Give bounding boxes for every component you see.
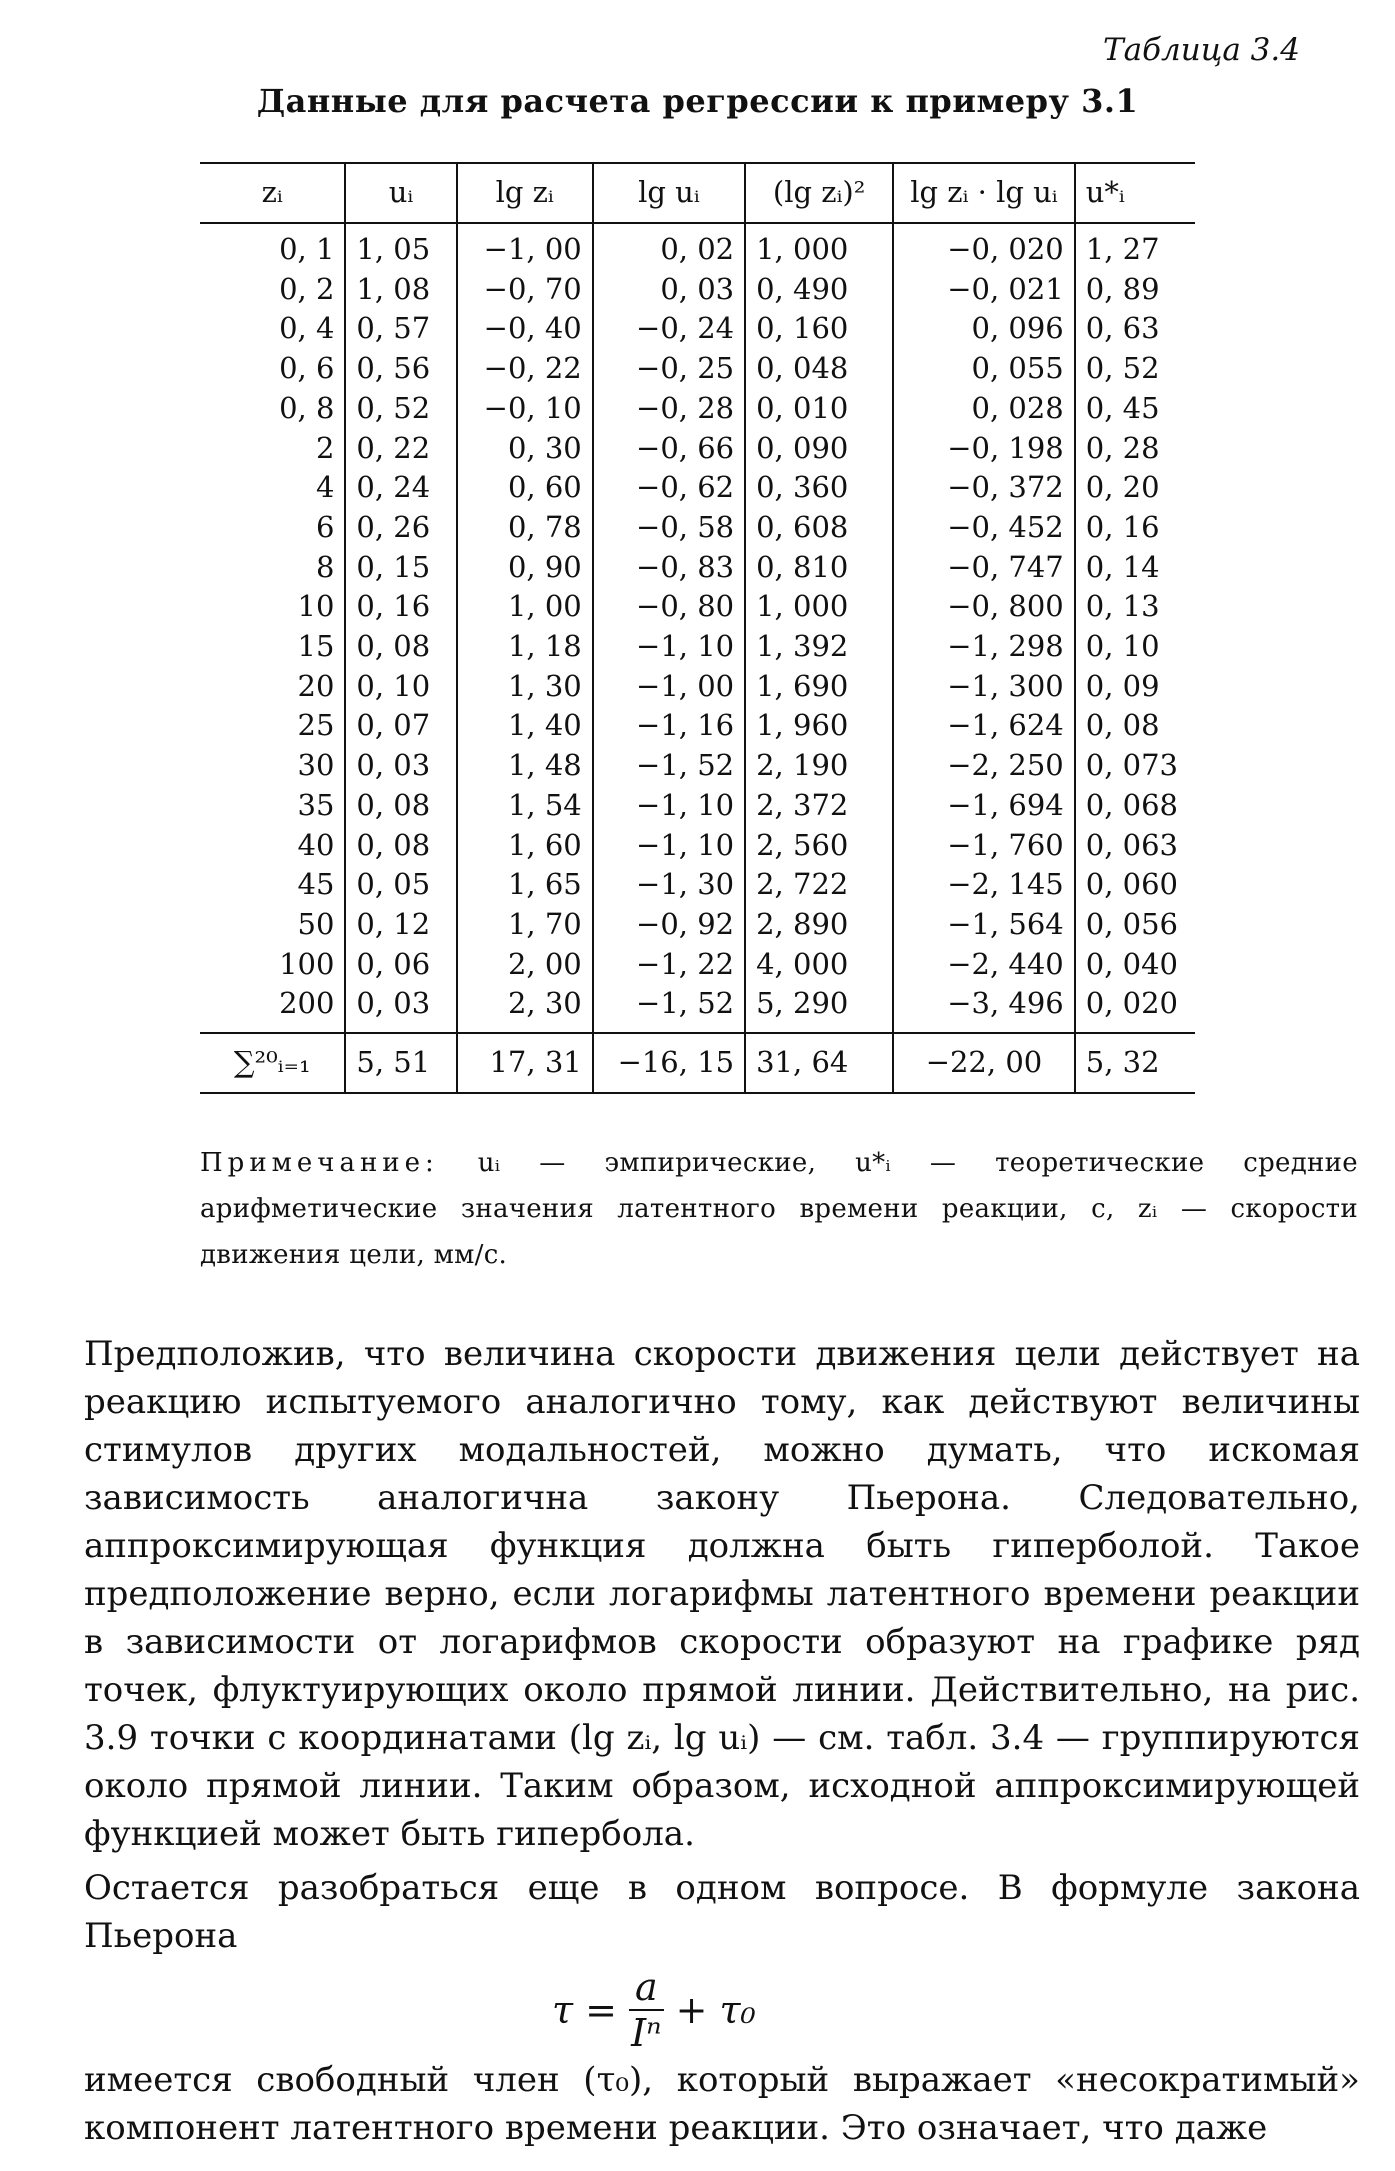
cell-lg-z-squared: 0, 608 <box>745 508 893 548</box>
cell-z: 8 <box>315 549 335 584</box>
cell-u: 0, 08 <box>345 826 456 866</box>
formula-fraction <box>629 1965 664 2055</box>
cell-lg-product: −0, 747 <box>893 548 1075 588</box>
cell-lg-z: 2, 30 <box>457 984 593 1033</box>
cell-lg-product: −3, 496 <box>893 984 1075 1033</box>
table-row <box>200 865 1195 905</box>
cell-lg-z-squared: 1, 000 <box>745 223 893 270</box>
cell-u: 0, 05 <box>345 865 456 905</box>
cell-lg-product: −0, 372 <box>893 468 1075 508</box>
cell-z: 35 <box>297 787 335 822</box>
cell-lg-z-squared: 2, 722 <box>745 865 893 905</box>
cell-lg-z: 1, 00 <box>457 587 593 627</box>
cell-z: 4 <box>315 470 335 505</box>
cell-lg-z: −1, 00 <box>457 223 593 270</box>
cell-lg-z-squared: 1, 000 <box>745 587 893 627</box>
cell-lg-z-squared: 1, 960 <box>745 706 893 746</box>
cell-lg-u: −0, 28 <box>593 389 745 429</box>
sum-u: 5, 51 <box>345 1033 456 1093</box>
cell-z: 20 <box>297 668 335 703</box>
cell-lg-u: −1, 52 <box>593 984 745 1033</box>
cell-z: 40 <box>297 827 335 862</box>
cell-z: 50 <box>297 906 335 941</box>
cell-lg-u: −1, 22 <box>593 945 745 985</box>
cell-lg-u: −0, 58 <box>593 508 745 548</box>
cell-lg-z-squared: 2, 372 <box>745 786 893 826</box>
table-row <box>200 746 1195 786</box>
cell-lg-z: 0, 30 <box>457 429 593 469</box>
cell-z: 0, 4 <box>279 311 335 346</box>
cell-u-star: 0, 16 <box>1075 508 1195 548</box>
cell-lg-product: −2, 145 <box>893 865 1075 905</box>
cell-z: 100 <box>279 946 335 981</box>
sum-label: ∑²⁰ᵢ₌₁ <box>233 1045 311 1080</box>
note-text: uᵢ — эмпирические, u*ᵢ — теоретические средние арифметические значения латентного времени реакции, с, zᵢ — скорости движения цели, мм/с. <box>200 1148 1358 1270</box>
cell-lg-u: −0, 80 <box>593 587 745 627</box>
header-z: zᵢ <box>261 175 283 210</box>
cell-lg-z-squared: 0, 360 <box>745 468 893 508</box>
cell-u-star: 0, 068 <box>1075 786 1195 826</box>
cell-lg-u: −1, 00 <box>593 667 745 707</box>
cell-lg-z-squared: 0, 090 <box>745 429 893 469</box>
cell-lg-product: 0, 055 <box>893 349 1075 389</box>
body-text-continued <box>84 2056 1360 2152</box>
cell-u: 0, 24 <box>345 468 456 508</box>
table-row <box>200 270 1195 310</box>
cell-u-star: 0, 073 <box>1075 746 1195 786</box>
table-row <box>200 548 1195 588</box>
cell-lg-u: 0, 02 <box>593 223 745 270</box>
table-row <box>200 786 1195 826</box>
formula-lhs: τ = <box>552 1988 617 2032</box>
cell-lg-z-squared: 2, 560 <box>745 826 893 866</box>
cell-lg-product: 0, 096 <box>893 309 1075 349</box>
cell-z: 0, 8 <box>279 390 335 425</box>
cell-z: 45 <box>297 867 335 902</box>
table-row <box>200 349 1195 389</box>
cell-lg-z-squared: 2, 190 <box>745 746 893 786</box>
cell-u: 0, 03 <box>345 746 456 786</box>
sum-lg-product: −22, 00 <box>893 1033 1075 1093</box>
cell-u-star: 1, 27 <box>1075 223 1195 270</box>
cell-lg-product: −2, 440 <box>893 945 1075 985</box>
table-row <box>200 826 1195 866</box>
cell-u: 0, 15 <box>345 548 456 588</box>
cell-u-star: 0, 28 <box>1075 429 1195 469</box>
table-row <box>200 945 1195 985</box>
sum-lg-u: −16, 15 <box>593 1033 745 1093</box>
cell-z: 30 <box>297 748 335 783</box>
cell-lg-z: 2, 00 <box>457 945 593 985</box>
header-lg-z-squared: (lg zᵢ)² <box>745 163 893 223</box>
cell-lg-u: −0, 62 <box>593 468 745 508</box>
cell-u-star: 0, 09 <box>1075 667 1195 707</box>
paragraph-3: имеется свободный член (τ₀), который выражает «несократимый» компонент латентного времени реакции. Это означает, что даже <box>84 2060 1360 2148</box>
table-row <box>200 223 1195 270</box>
cell-lg-u: −0, 83 <box>593 548 745 588</box>
cell-lg-product: −1, 624 <box>893 706 1075 746</box>
cell-lg-product: −0, 021 <box>893 270 1075 310</box>
cell-lg-z: 1, 48 <box>457 746 593 786</box>
formula-denominator: Iⁿ <box>631 2011 662 2055</box>
sum-row <box>200 1033 1195 1093</box>
cell-u: 0, 12 <box>345 905 456 945</box>
cell-u: 0, 16 <box>345 587 456 627</box>
header-u-star: u*ᵢ <box>1075 163 1195 223</box>
formula-rhs: + τ₀ <box>675 1988 756 2032</box>
cell-lg-z: 1, 60 <box>457 826 593 866</box>
cell-u-star: 0, 063 <box>1075 826 1195 866</box>
cell-lg-z-squared: 0, 490 <box>745 270 893 310</box>
paragraph-2: Остается разобраться еще в одном вопросе. В формуле закона Пьерона <box>84 1868 1360 1956</box>
table-title: Данные для расчета регрессии к примеру 3.1 <box>256 82 1139 120</box>
cell-u: 0, 22 <box>345 429 456 469</box>
header-lg-u: lg uᵢ <box>593 163 745 223</box>
cell-u-star: 0, 45 <box>1075 389 1195 429</box>
table-row <box>200 627 1195 667</box>
formula-numerator: a <box>629 1965 664 2011</box>
table-row <box>200 587 1195 627</box>
cell-lg-z: −0, 40 <box>457 309 593 349</box>
cell-lg-product: 0, 028 <box>893 389 1075 429</box>
cell-z: 0, 6 <box>279 351 335 386</box>
table-row <box>200 984 1195 1033</box>
header-lg-product: lg zᵢ · lg uᵢ <box>893 163 1075 223</box>
cell-lg-product: −1, 760 <box>893 826 1075 866</box>
pieron-formula <box>552 1965 756 2055</box>
table-row <box>200 667 1195 707</box>
cell-lg-u: −1, 10 <box>593 826 745 866</box>
header-lg-z: lg zᵢ <box>457 163 593 223</box>
cell-u: 0, 07 <box>345 706 456 746</box>
cell-lg-z: 1, 65 <box>457 865 593 905</box>
cell-z: 0, 2 <box>279 271 335 306</box>
cell-u-star: 0, 20 <box>1075 468 1195 508</box>
cell-lg-z: −0, 10 <box>457 389 593 429</box>
cell-u-star: 0, 10 <box>1075 627 1195 667</box>
table-row <box>200 309 1195 349</box>
cell-u-star: 0, 060 <box>1075 865 1195 905</box>
sum-u-star: 5, 32 <box>1075 1033 1195 1093</box>
cell-z: 25 <box>297 708 335 743</box>
cell-z: 2 <box>315 430 335 465</box>
cell-lg-z: 1, 54 <box>457 786 593 826</box>
table-row <box>200 389 1195 429</box>
cell-lg-z: 0, 60 <box>457 468 593 508</box>
sum-lg-z-squared: 31, 64 <box>745 1033 893 1093</box>
cell-z: 6 <box>315 509 335 544</box>
cell-lg-product: −0, 198 <box>893 429 1075 469</box>
cell-lg-u: −0, 92 <box>593 905 745 945</box>
cell-lg-u: −0, 66 <box>593 429 745 469</box>
cell-lg-z: 1, 18 <box>457 627 593 667</box>
cell-lg-product: −1, 300 <box>893 667 1075 707</box>
cell-lg-product: −0, 452 <box>893 508 1075 548</box>
cell-lg-u: −1, 30 <box>593 865 745 905</box>
cell-u-star: 0, 040 <box>1075 945 1195 985</box>
cell-lg-product: −0, 020 <box>893 223 1075 270</box>
body-text <box>84 1330 1360 1960</box>
cell-lg-product: −2, 250 <box>893 746 1075 786</box>
cell-lg-z: 1, 30 <box>457 667 593 707</box>
table-row <box>200 706 1195 746</box>
table-number: Таблица 3.4 <box>1102 32 1300 68</box>
cell-u: 0, 03 <box>345 984 456 1033</box>
cell-z: 0, 1 <box>279 232 335 266</box>
cell-u-star: 0, 52 <box>1075 349 1195 389</box>
note-lead: Примечание: <box>200 1148 439 1178</box>
cell-u: 0, 52 <box>345 389 456 429</box>
cell-u: 1, 08 <box>345 270 456 310</box>
cell-lg-product: −0, 800 <box>893 587 1075 627</box>
cell-z: 200 <box>279 986 335 1021</box>
cell-lg-u: −1, 52 <box>593 746 745 786</box>
cell-z: 15 <box>297 629 335 664</box>
cell-lg-z-squared: 2, 890 <box>745 905 893 945</box>
cell-u-star: 0, 13 <box>1075 587 1195 627</box>
cell-lg-u: −1, 10 <box>593 627 745 667</box>
cell-lg-u: −1, 16 <box>593 706 745 746</box>
cell-lg-z: 0, 90 <box>457 548 593 588</box>
cell-lg-z-squared: 5, 290 <box>745 984 893 1033</box>
cell-u: 0, 57 <box>345 309 456 349</box>
cell-u: 0, 06 <box>345 945 456 985</box>
cell-z: 10 <box>297 589 335 624</box>
cell-lg-z: 0, 78 <box>457 508 593 548</box>
table-header-row <box>200 163 1195 223</box>
cell-lg-z: 1, 40 <box>457 706 593 746</box>
cell-lg-z: 1, 70 <box>457 905 593 945</box>
cell-u-star: 0, 056 <box>1075 905 1195 945</box>
table-row <box>200 429 1195 469</box>
cell-lg-product: −1, 298 <box>893 627 1075 667</box>
table-row <box>200 468 1195 508</box>
cell-lg-u: 0, 03 <box>593 270 745 310</box>
cell-u: 0, 26 <box>345 508 456 548</box>
table-body <box>200 223 1195 1033</box>
cell-u-star: 0, 08 <box>1075 706 1195 746</box>
cell-lg-z-squared: 0, 010 <box>745 389 893 429</box>
cell-lg-z-squared: 4, 000 <box>745 945 893 985</box>
sum-lg-z: 17, 31 <box>457 1033 593 1093</box>
cell-u-star: 0, 14 <box>1075 548 1195 588</box>
cell-lg-z: −0, 22 <box>457 349 593 389</box>
cell-u: 0, 08 <box>345 627 456 667</box>
cell-lg-u: −0, 25 <box>593 349 745 389</box>
cell-lg-u: −1, 10 <box>593 786 745 826</box>
cell-lg-u: −0, 24 <box>593 309 745 349</box>
cell-lg-z-squared: 1, 690 <box>745 667 893 707</box>
cell-u: 0, 08 <box>345 786 456 826</box>
cell-u: 0, 10 <box>345 667 456 707</box>
table-note <box>200 1140 1358 1278</box>
paragraph-1: Предположив, что величина скорости движения цели действует на реакцию испытуемого аналогично тому, как действуют величины стимулов других модальностей, можно думать, что искомая зависимость аналогична закону Пьерона. Следовательно, аппроксимирующая функция должна быть гиперболой. Такое предположение верно, если логарифмы латентного времени реакции в зависимости от логарифмов скорости образуют на графике ряд точек, флуктуирующих около прямой линии. Действительно, на рис. 3.9 точки с координатами (lg zᵢ, lg uᵢ) — см. табл. 3.4 — группируются около прямой линии. Таким образом, исходной аппроксимирующей функцией может быть гипербола. <box>84 1334 1360 1854</box>
regression-data-table <box>200 162 1195 1094</box>
cell-u-star: 0, 89 <box>1075 270 1195 310</box>
table-row <box>200 508 1195 548</box>
cell-u: 0, 56 <box>345 349 456 389</box>
cell-lg-z: −0, 70 <box>457 270 593 310</box>
cell-u-star: 0, 020 <box>1075 984 1195 1033</box>
header-u: uᵢ <box>345 163 456 223</box>
table-row <box>200 905 1195 945</box>
cell-u-star: 0, 63 <box>1075 309 1195 349</box>
cell-lg-z-squared: 1, 392 <box>745 627 893 667</box>
cell-u: 1, 05 <box>345 223 456 270</box>
cell-lg-z-squared: 0, 160 <box>745 309 893 349</box>
cell-lg-z-squared: 0, 048 <box>745 349 893 389</box>
cell-lg-product: −1, 564 <box>893 905 1075 945</box>
cell-lg-product: −1, 694 <box>893 786 1075 826</box>
cell-lg-z-squared: 0, 810 <box>745 548 893 588</box>
